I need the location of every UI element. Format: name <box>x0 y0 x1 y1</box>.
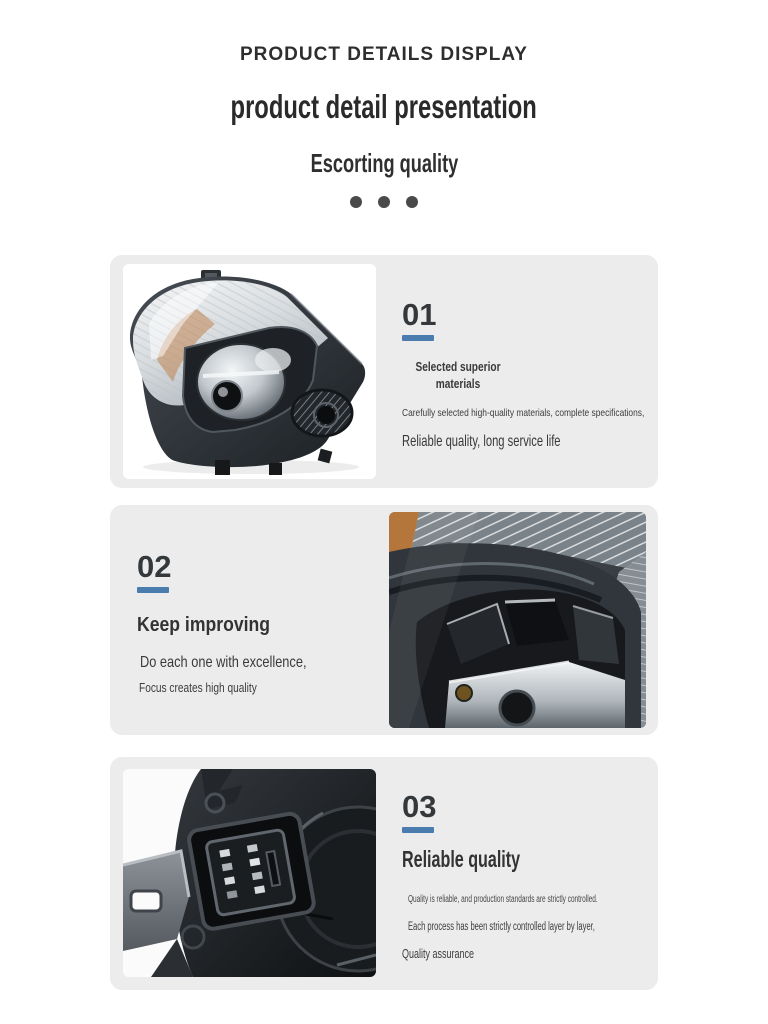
section-number-text: 03 <box>402 789 437 824</box>
eyebrow-text: PRODUCT DETAILS DISPLAY <box>240 44 528 65</box>
feature-line <box>408 894 658 905</box>
section-number <box>402 791 658 822</box>
feature-line <box>408 921 658 934</box>
feature-line-text: Quality is reliable, and production standards are strictly controlled. <box>408 894 598 905</box>
feature-card-improving <box>110 505 658 735</box>
headlight-assembly-illustration <box>123 264 376 479</box>
feature-line-text: Reliable quality, long service life <box>402 433 561 451</box>
feature-line <box>402 433 658 451</box>
feature-card-reliable-text <box>402 757 658 990</box>
section-heading <box>402 848 658 871</box>
headlight-rear-connector-illustration <box>123 769 376 977</box>
feature-line <box>402 948 658 962</box>
headlight-lens-closeup-photo <box>389 512 646 728</box>
page-subtitle-text: Escorting quality <box>310 148 458 178</box>
headlight-assembly-photo <box>123 264 376 479</box>
section-number-text: 01 <box>402 297 437 332</box>
feature-line-text: Quality assurance <box>402 946 475 961</box>
page-title <box>0 90 768 123</box>
section-heading <box>137 615 362 635</box>
page-subtitle <box>0 150 768 176</box>
accent-bar <box>402 335 434 341</box>
feature-line <box>139 681 362 695</box>
section-number <box>402 299 658 330</box>
section-subheading-text: Selected superior materials <box>415 359 501 391</box>
accent-bar <box>402 827 434 833</box>
section-number <box>137 551 362 582</box>
feature-card-reliable <box>110 757 658 990</box>
feature-line <box>140 654 362 672</box>
feature-card-materials <box>110 255 658 488</box>
circle-dot-icon <box>350 196 362 208</box>
accent-bar <box>137 587 169 593</box>
feature-card-improving-text <box>110 505 362 735</box>
section-number-text: 02 <box>137 549 172 584</box>
section-heading-text: Keep improving <box>137 614 271 636</box>
feature-card-materials-text <box>402 255 658 488</box>
divider-dots <box>0 196 768 208</box>
feature-line-text: Focus creates high quality <box>139 679 257 695</box>
page-title-text: product detail presentation <box>230 88 538 125</box>
feature-line <box>402 408 658 420</box>
headlight-rear-connector-photo <box>123 769 376 977</box>
circle-dot-icon <box>406 196 418 208</box>
section-subheading <box>402 359 658 393</box>
feature-line-text: Do each one with excellence, <box>140 654 307 671</box>
headlight-lens-closeup-illustration <box>389 512 646 728</box>
feature-line-text: Each process has been strictly controlled layer by layer, <box>408 921 595 933</box>
eyebrow-heading <box>0 45 768 64</box>
feature-line-text: Carefully selected high-quality materials, complete specifications, <box>402 406 645 419</box>
section-heading-text: Reliable quality <box>402 846 521 872</box>
circle-dot-icon <box>378 196 390 208</box>
